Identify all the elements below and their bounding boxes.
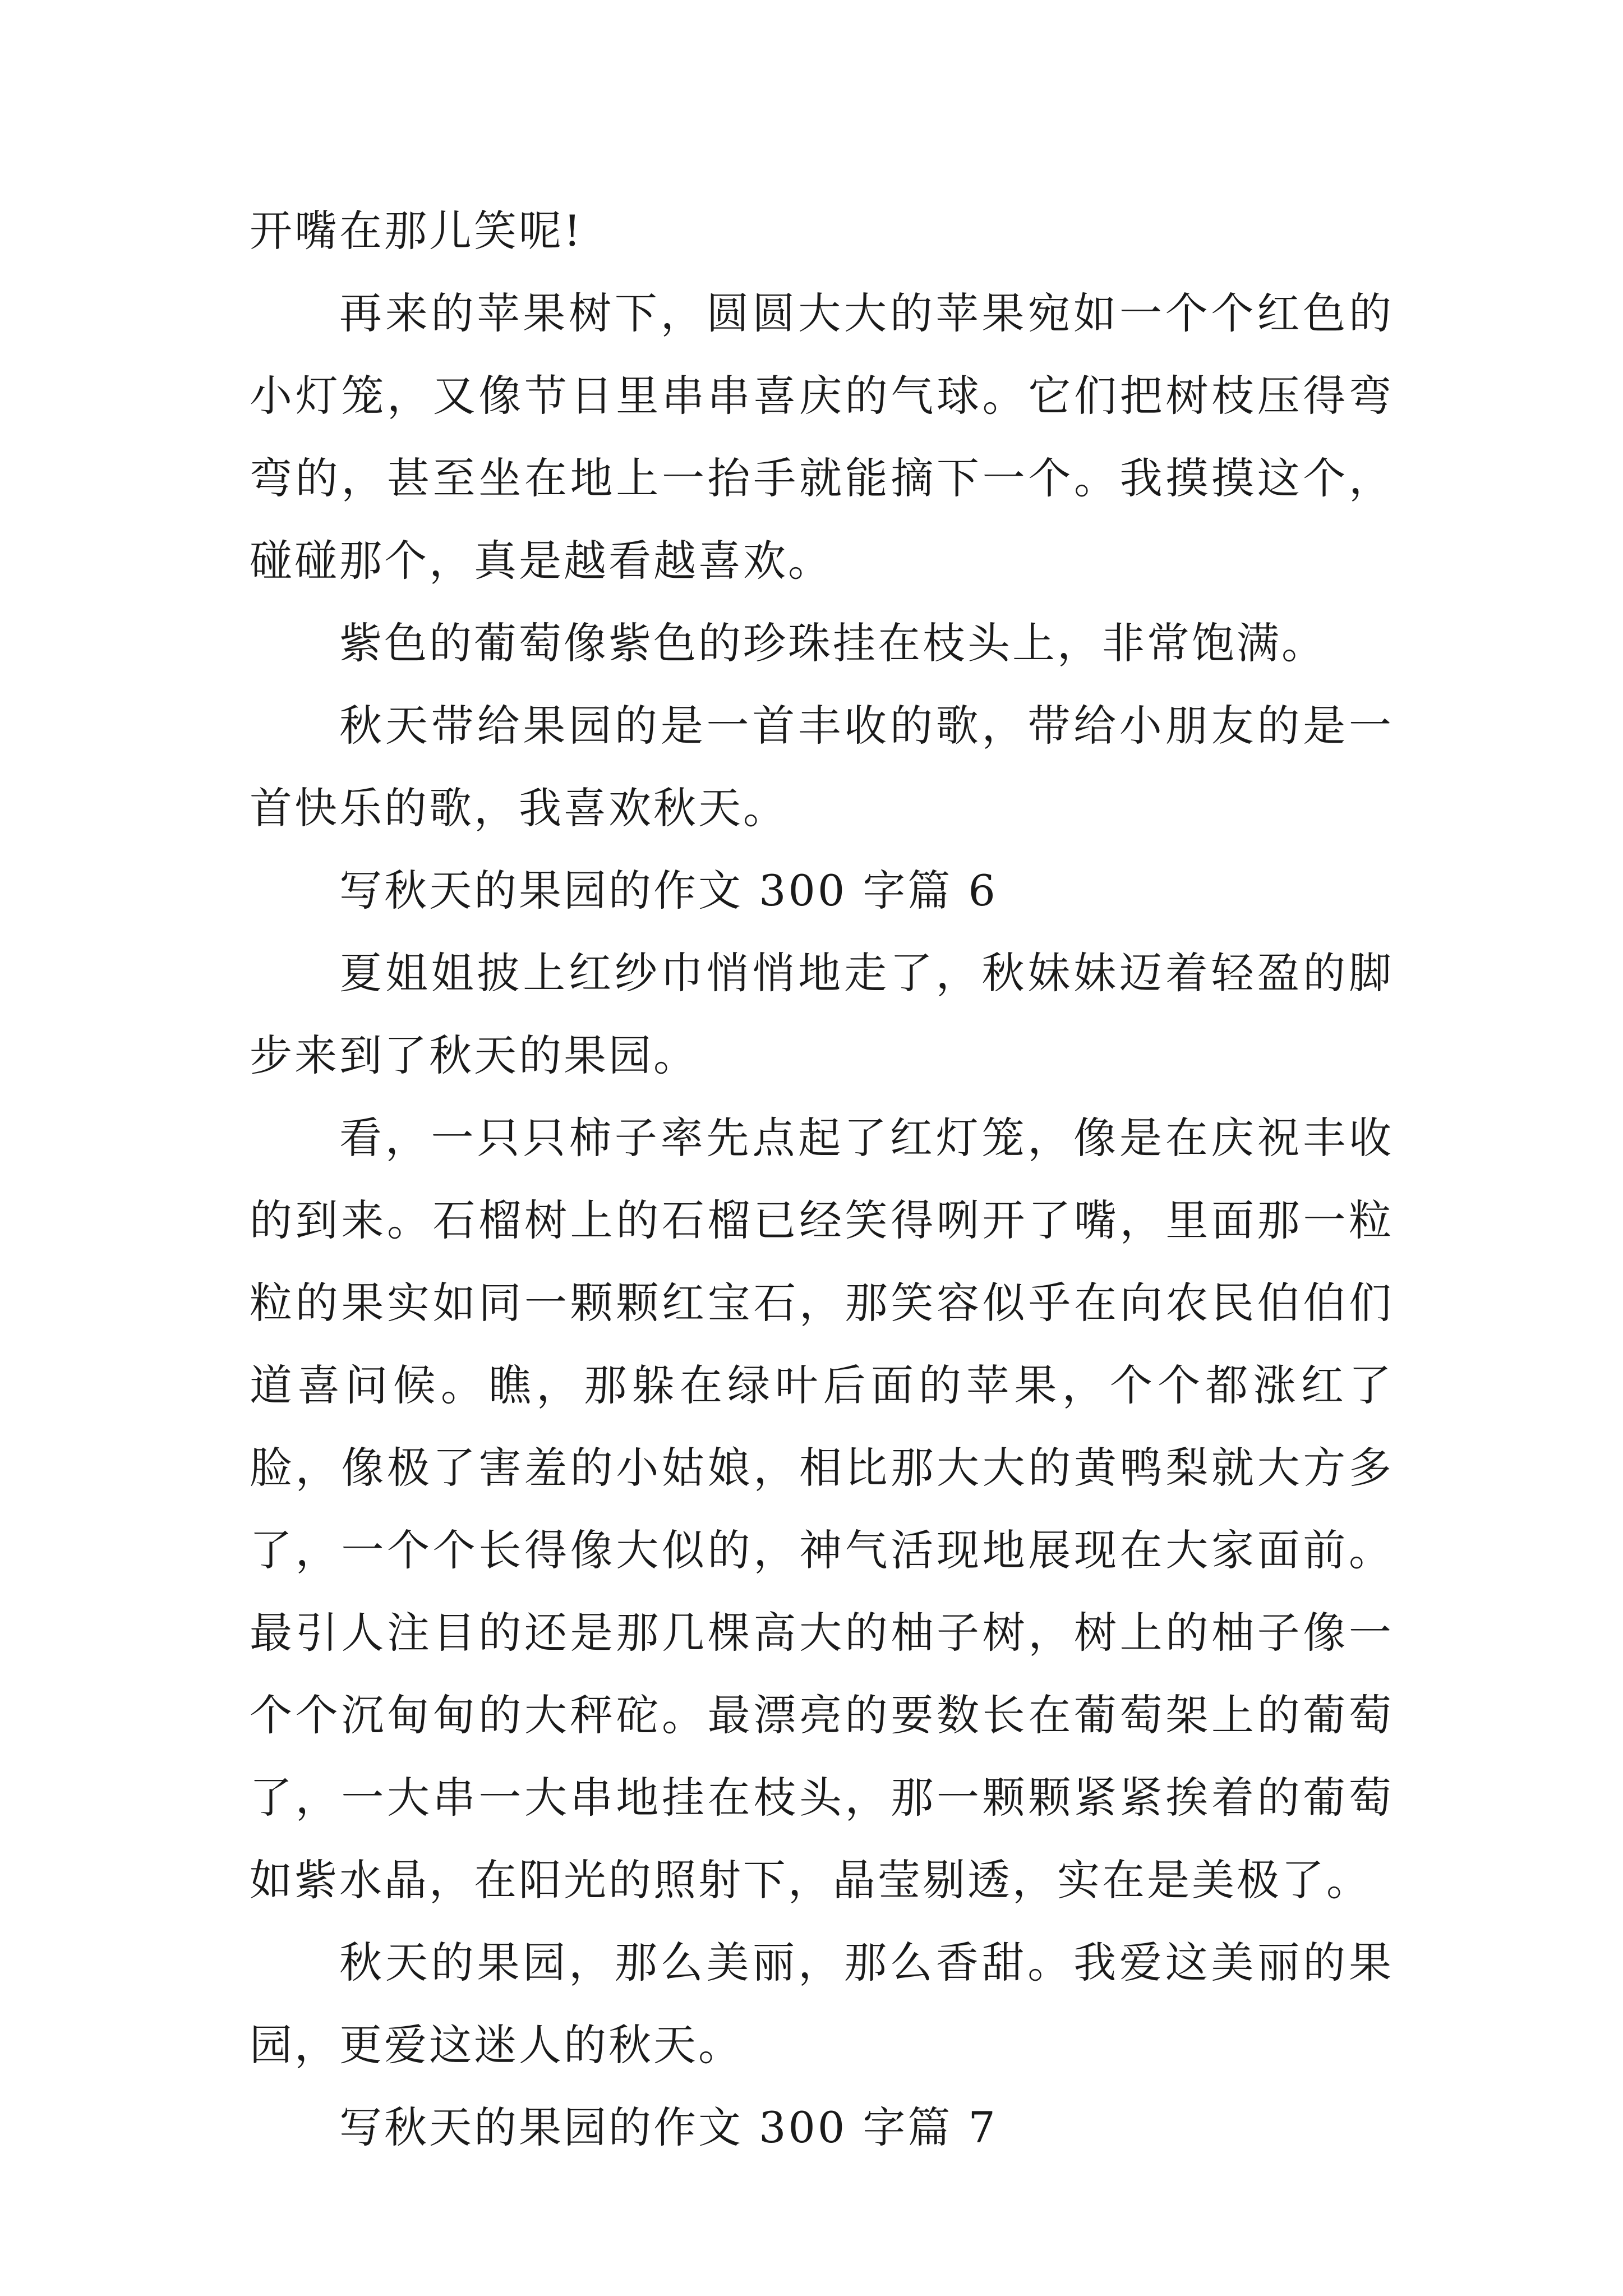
paragraph-continued: 开嘴在那儿笑呢! [250, 206, 583, 256]
document-body [250, 190, 1394, 2169]
essay-heading-7: 写秋天的果园的作文 300 字篇 7 [339, 2102, 998, 2152]
paragraph-conclusion: 秋天的果园，那么美丽，那么香甜。我爱这美丽的果园，更爱这迷人的秋天。 [250, 1938, 1394, 2070]
paragraph-orchard-fruits: 看，一只只柿子率先点起了红灯笼，像是在庆祝丰收的到来。石榴树上的石榴已经笑得咧开了嘴，里面那一粒粒的果实如同一颗颗红宝石，那笑容似乎在向农民伯伯们道喜问候。瞧，那躲在绿叶后面的苹果，个个都涨红了脸，像极了害羞的小姑娘，相比那大大的黄鸭梨就大方多了，一个个长得像大似的，神气活现地展现在大家面前。最引人注目的还是那几棵高大的柚子树，树上的柚子像一个个沉甸甸的大秤砣。最漂亮的要数长在葡萄架上的葡萄了，一大串一大串地挂在枝头，那一颗颗紧紧挨着的葡萄如紫水晶，在阳光的照射下，晶莹剔透，实在是美极了。 [250, 1113, 1394, 1905]
paragraph-grapes: 紫色的葡萄像紫色的珍珠挂在枝头上，非常饱满。 [339, 618, 1326, 668]
paragraph-apple-tree: 再来的苹果树下，圆圆大大的苹果宛如一个个红色的小灯笼，又像节日里串串喜庆的气球。它们把树枝压得弯弯的，甚至坐在地上一抬手就能摘下一个。我摸摸这个，碰碰那个，真是越看越喜欢。 [250, 288, 1394, 586]
paragraph-autumn-song: 秋天带给果园的是一首丰收的歌，带给小朋友的是一首快乐的歌，我喜欢秋天。 [250, 701, 1394, 833]
paragraph-arrival: 夏姐姐披上红纱巾悄悄地走了，秋妹妹迈着轻盈的脚步来到了秋天的果园。 [250, 948, 1394, 1080]
essay-heading-6: 写秋天的果园的作文 300 字篇 6 [339, 866, 998, 915]
